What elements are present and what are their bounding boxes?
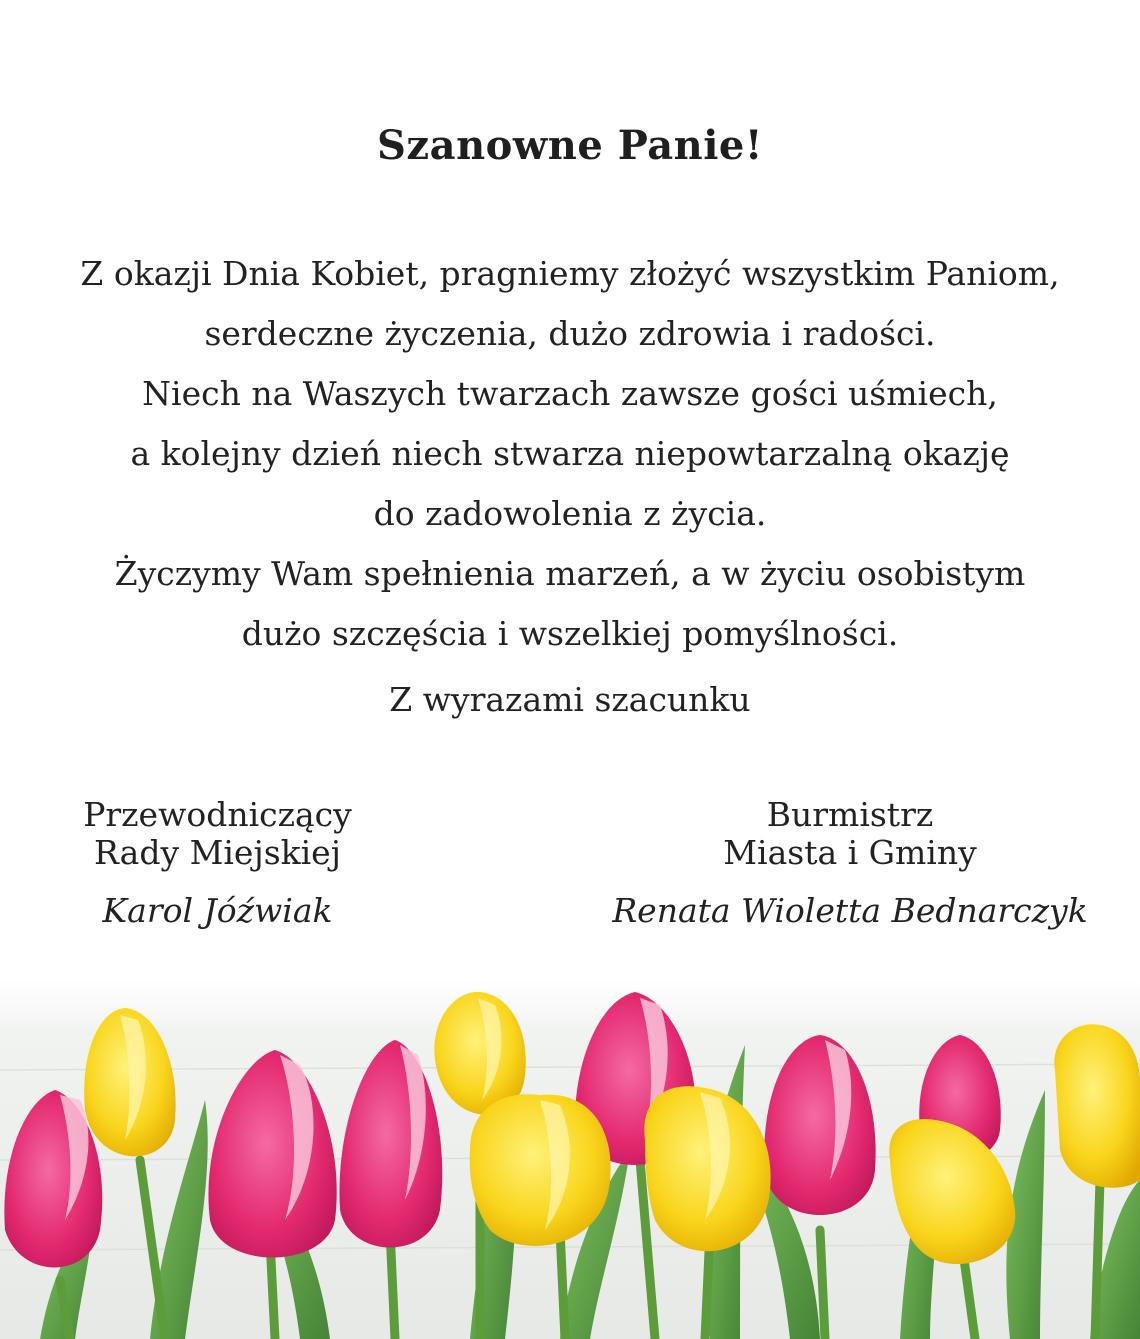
signature-role: Miasta i Gminy (723, 833, 977, 872)
body-line: Niech na Waszych twarzach zawsze gości uśmiech, (142, 374, 998, 413)
body-line: Życzymy Wam spełnienia marzeń, a w życiu osobistym (114, 554, 1026, 593)
closing-phrase: Z wyrazami szacunku (389, 680, 751, 719)
body-line: serdeczne życzenia, dużo zdrowia i radości. (204, 314, 936, 353)
signature-right (580, 796, 1120, 930)
tulips-border-icon (0, 980, 1140, 1339)
greeting-body (0, 244, 1140, 664)
signature-name: Karol Jóźwiak (102, 891, 333, 930)
body-line: do zadowolenia z życia. (373, 494, 767, 533)
signature-role: Burmistrz (766, 795, 934, 834)
body-line: dużo szczęścia i wszelkiej pomyślności. (241, 614, 899, 653)
signature-role: Przewodniczący (83, 795, 352, 834)
signature-role: Rady Miejskiej (94, 833, 341, 872)
signature-name: Renata Wioletta Bednarczyk (612, 891, 1088, 930)
signature-left (40, 796, 395, 930)
body-line: a kolejny dzień niech stwarza niepowtarzalną okazję (130, 434, 1010, 473)
card-title: Szanowne Panie! (377, 122, 763, 169)
body-line: Z okazji Dnia Kobiet, pragniemy złożyć wszystkim Paniom, (80, 254, 1060, 293)
